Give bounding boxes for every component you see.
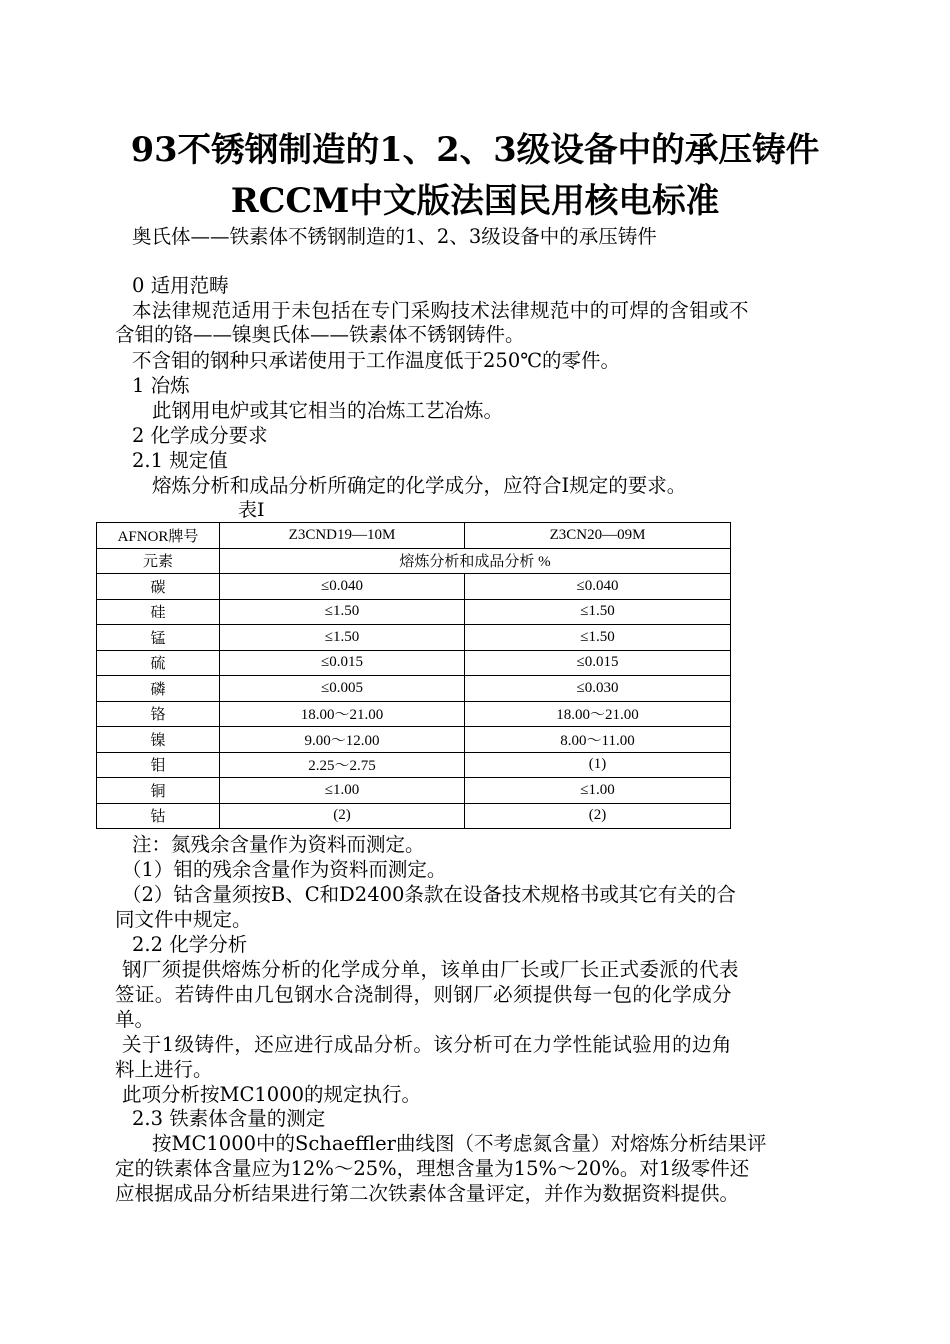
table-row [97,625,731,651]
subtitle-line: 奥氏体——铁素体不锈钢制造的1、2、3级设备中的承压铸件 [132,225,657,248]
table-note: 同文件中规定。 [115,908,252,931]
paragraph-line: 熔炼分析和成品分析所确定的化学成分，应符合I规定的要求。 [152,474,687,497]
paragraph-line: 钢厂须提供熔炼分析的化学成分单，该单由厂长或厂长正式委派的代表 [122,958,739,981]
table-cell: 8.00～11.00 [465,727,731,753]
chemical-composition-table [96,522,731,829]
table-cell: ≤1.50 [465,625,731,651]
table-note: （2）钴含量须按B、C和D2400条款在设备技术规格书或其它有关的合 [122,883,736,906]
section-2-1-heading: 2.1 规定值 [132,449,228,472]
paragraph-line: 不含钼的钢种只承诺使用于工作温度低于250℃的零件。 [132,349,621,372]
paragraph-line: 关于1级铸件，还应进行成品分析。该分析可在力学性能试验用的边角 [122,1033,732,1056]
paragraph-line: 本法律规范适用于未包括在专门采购技术法律规范中的可焊的含钼或不 [132,299,749,322]
table-header-cell: 熔炼分析和成品分析 % [220,548,731,574]
table-cell: ≤0.040 [465,574,731,600]
table-header-cell: Z3CND19—10M [220,523,465,549]
table-cell: 18.00～21.00 [465,701,731,727]
table-cell: 硅 [97,599,220,625]
table-cell: ≤1.00 [220,778,465,804]
table-cell: ≤1.50 [220,625,465,651]
section-1-heading: 1 冶炼 [132,374,190,397]
document-subtitle-title: RCCM中文版法国民用核电标准 [230,180,720,220]
paragraph-line: 料上进行。 [115,1058,213,1081]
table-row [97,599,731,625]
table-cell: ≤1.50 [465,599,731,625]
table-row [97,778,731,804]
paragraph-line: 含钼的铬——镍奥氏体——铁素体不锈钢铸件。 [115,323,525,346]
table-row [97,574,731,600]
table-cell: (2) [220,803,465,829]
table-row [97,676,731,702]
section-0-heading: 0 适用范畴 [132,274,229,297]
table-note: 注：氮残余含量作为资料而测定。 [132,833,425,856]
table-cell: 镍 [97,727,220,753]
table-cell: 碳 [97,574,220,600]
table-cell: 钼 [97,752,220,778]
table-row [97,727,731,753]
table-cell: 硫 [97,650,220,676]
paragraph-line: 单。 [115,1008,155,1031]
table-row [97,803,731,829]
table-cell: 铜 [97,778,220,804]
table-cell: ≤1.50 [220,599,465,625]
table-row [97,701,731,727]
paragraph-line: 此钢用电炉或其它相当的冶炼工艺冶炼。 [152,399,504,422]
table-cell: (2) [465,803,731,829]
table-cell: 锰 [97,625,220,651]
table-cell: 18.00～21.00 [220,701,465,727]
table-cell: ≤0.015 [465,650,731,676]
table-cell: 钴 [97,803,220,829]
table-cell: 铬 [97,701,220,727]
table-header-cell: Z3CN20—09M [465,523,731,549]
table-subheader-row [97,548,731,574]
table-cell: ≤0.040 [220,574,465,600]
table-row [97,650,731,676]
table-cell: ≤0.030 [465,676,731,702]
table-header-cell: 元素 [97,548,220,574]
table-header-cell: AFNOR牌号 [97,523,220,549]
table-caption: 表I [238,499,265,521]
table-header-row [97,523,731,549]
section-2-heading: 2 化学成分要求 [132,424,268,447]
paragraph-line: 签证。若铸件由几包钢水合浇制得，则钢厂必须提供每一包的化学成分 [115,983,732,1006]
table-cell: ≤0.005 [220,676,465,702]
document-title: 93不锈钢制造的1、2、3级设备中的承压铸件 [130,129,820,169]
paragraph-line: 按MC1000中的Schaeffler曲线图（不考虑氮含量）对熔炼分析结果评 [152,1132,767,1155]
table-row [97,752,731,778]
table-cell: ≤0.015 [220,650,465,676]
paragraph-line: 此项分析按MC1000的规定执行。 [122,1083,422,1106]
paragraph-line: 定的铁素体含量应为12%～25%，理想含量为15%～20%。对1级零件还 [115,1157,750,1180]
table-cell: 2.25～2.75 [220,752,465,778]
table-cell: 9.00～12.00 [220,727,465,753]
table-cell: (1) [465,752,731,778]
section-2-3-heading: 2.3 铁素体含量的测定 [132,1107,326,1130]
paragraph-line: 应根据成品分析结果进行第二次铁素体含量评定，并作为数据资料提供。 [115,1182,740,1205]
table-cell: ≤1.00 [465,778,731,804]
section-2-2-heading: 2.2 化学分析 [132,933,248,956]
table-note: （1）钼的残余含量作为资料而测定。 [122,858,447,881]
table-cell: 磷 [97,676,220,702]
